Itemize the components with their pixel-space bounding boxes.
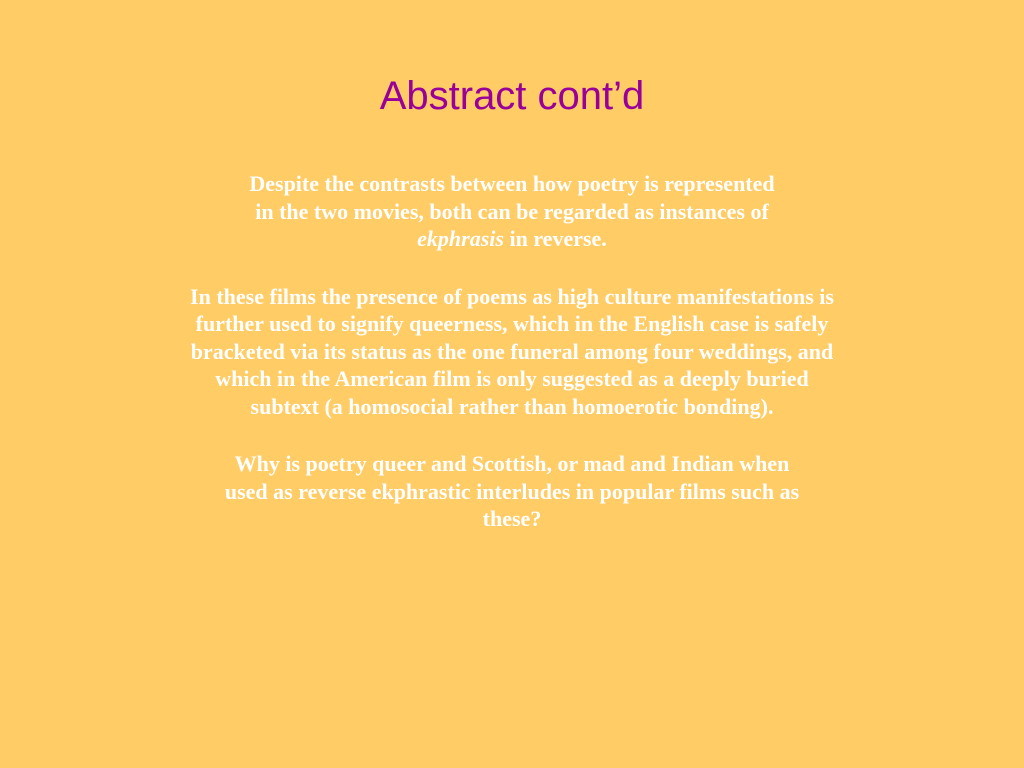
emphasis-ekphrasis: ekphrasis [417,226,504,251]
paragraph-1-text-before: Despite the contrasts between how poetry is represented in the two movies, both can be regarded as instances of [249,171,775,224]
paragraph-1-text-after: in reverse. [503,226,607,251]
paragraph-queerness: In these films the presence of poems as high culture manifestations is further used to signify queerness, which in the English case is safely bracketed via its status as the one funeral among four weddings, and which in the American film is only suggested as a deeply buried subtext (a homosocial rather than homoerotic bonding). [190,283,834,419]
slide-title: Abstract cont’d [379,74,645,118]
paragraph-ekphrasis [180,170,844,253]
paragraph-question: Why is poetry queer and Scottish, or mad and Indian when used as reverse ekphrastic interludes in popular films such as these? [224,451,800,531]
slide-body [180,170,844,563]
